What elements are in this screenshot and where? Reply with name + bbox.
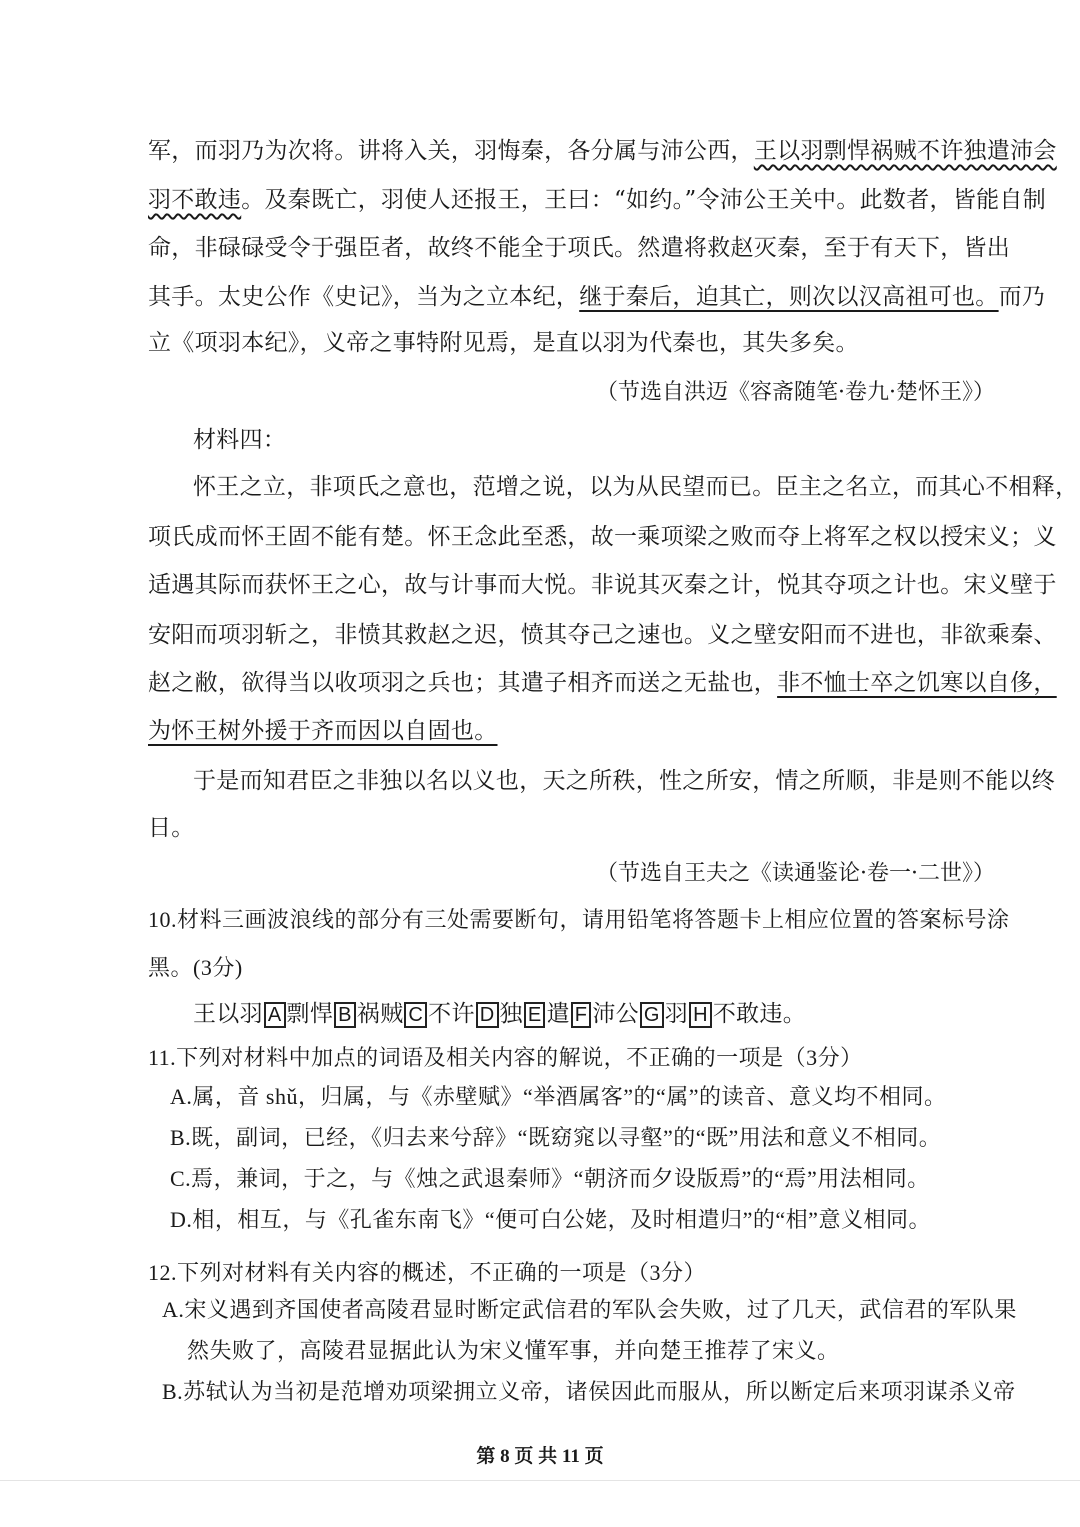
q11-option-c: C.焉，兼词，于之，与《烛之武退秦师》“朝济而夕设版焉”的“焉”用法相同。 xyxy=(170,1166,930,1191)
material3-line-5: 立《项羽本纪》，义帝之事特附见焉，是直以羽为代秦也，其失多矣。 xyxy=(148,330,859,356)
material3-source: （节选自洪迈《容斋随笔·卷九·楚怀王》） xyxy=(596,380,995,405)
underlined-text: 非不恤士卒之饥寒以自侈， xyxy=(777,670,1057,696)
q11-option-d: D.相，相互，与《孔雀东南飞》“便可白公姥，及时相遣归”的“相”意义相同。 xyxy=(170,1207,931,1232)
answer-box-f[interactable]: F xyxy=(571,1002,592,1028)
q12-option-b-line-1: B.苏轼认为当初是范增劝项梁拥立义帝，诸侯因此而服从，所以断定后来项羽谋杀义帝 xyxy=(162,1379,1016,1404)
material4-line-5: 赵之敝，欲得当以收项羽之兵也；其遣子相齐而送之无盐也，非不恤士卒之饥寒以自侈， xyxy=(148,670,1057,696)
q12-option-a-line-1: A.宋义遇到齐国使者高陵君显时断定武信君的军队会失败，过了几天，武信君的军队果 xyxy=(162,1297,1017,1322)
material4-line-4: 安阳而项羽斩之，非愤其救赵之迟，愤其夺己之速也。义之壁安阳而不进也，非欲乘秦、 xyxy=(148,622,1057,648)
answer-box-c[interactable]: C xyxy=(404,1002,427,1028)
answer-box-d[interactable]: D xyxy=(476,1002,499,1028)
q12-stem: 12.下列对材料有关内容的概述，不正确的一项是（3分） xyxy=(148,1260,707,1285)
q10-stem-line-1: 10.材料三画波浪线的部分有三处需要断句，请用铅笔将答题卡上相应位置的答案标号涂 xyxy=(148,907,1010,932)
material4-line-1: 怀王之立，非项氏之意也，范增之说，以为从民望而已。臣主之名立，而其心不相释， xyxy=(193,474,1079,500)
material4-source: （节选自王夫之《读通鉴论·卷一·二世》） xyxy=(596,861,995,886)
q12-option-a-line-2: 然失败了，高陵君显据此认为宋义懂军事，并向楚王推荐了宋义。 xyxy=(187,1338,840,1363)
material4-line-8: 日。 xyxy=(148,815,195,841)
wavy-underlined-text: 羽不敢违 xyxy=(148,187,242,213)
material3-line-4: 其手。太史公作《史记》，当为之立本纪，继于秦后，迫其亡，则次以汉高祖可也。而乃 xyxy=(148,284,1046,310)
footer-divider xyxy=(0,1480,1080,1481)
material4-line-2: 项氏成而怀王固不能有楚。怀王念此至悉，故一乘项梁之败而夺上将军之权以授宋义；义 xyxy=(148,524,1057,550)
q11-option-b: B.既，副词，已经，《归去来兮辞》“既窈窕以寻壑”的“既”用法和意义不相同。 xyxy=(170,1125,942,1150)
material4-line-6 xyxy=(148,716,1008,746)
q11-option-a: A.属，音 shǔ，归属，与《赤壁赋》“举酒属客”的“属”的读音、意义均不相同。 xyxy=(170,1084,947,1109)
material4-heading: 材料四： xyxy=(193,427,287,453)
material3-line-2: 羽不敢违。及秦既亡，羽使人还报王，王曰：“如约。”令沛公王关中。此数者，皆能自制 xyxy=(148,187,1047,213)
answer-box-h[interactable]: H xyxy=(689,1002,712,1028)
material4-line-7: 于是而知君臣之非独以名以义也，天之所秩，性之所安，情之所顺，非是则不能以终 xyxy=(193,768,1056,794)
page-number-footer: 第 8 页 共 11 页 xyxy=(476,1446,604,1467)
material3-line-1: 军，而羽乃为次将。讲将入关，羽悔秦，各分属与沛公西，王以羽剽悍祸贼不许独遣沛会 xyxy=(148,138,1057,164)
underlined-text: 为怀王树外援于齐而因以自固也。 xyxy=(148,718,498,744)
q10-segmented-sentence: 王以羽 A 剽悍 B 祸贼 C 不许 D 独 E 遣 F 沛公 G 羽 H 不敢违。 xyxy=(193,1001,807,1027)
wavy-underlined-text: 王以羽剽悍祸贼不许独遣沛会 xyxy=(753,138,1057,164)
answer-box-g[interactable]: G xyxy=(640,1002,664,1028)
answer-box-b[interactable]: B xyxy=(334,1002,356,1028)
underlined-text: 继于秦后，迫其亡，则次以汉高祖可也。 xyxy=(579,284,999,310)
q11-stem: 11.下列对材料中加点的词语及相关内容的解说，不正确的一项是（3分） xyxy=(148,1045,863,1070)
answer-box-a[interactable]: A xyxy=(264,1002,286,1028)
q10-stem-line-2: 黑。(3分) xyxy=(148,955,243,980)
answer-box-e[interactable]: E xyxy=(524,1002,546,1028)
material4-line-3: 适遇其际而获怀王之心，故与计事而大悦。非说其灭秦之计，悦其夺项之计也。宋义壁于 xyxy=(148,572,1057,598)
material3-line-3: 命，非碌碌受令于强臣者，故终不能全于项氏。然遣将救赵灭秦，至于有天下，皆出 xyxy=(148,235,1011,261)
